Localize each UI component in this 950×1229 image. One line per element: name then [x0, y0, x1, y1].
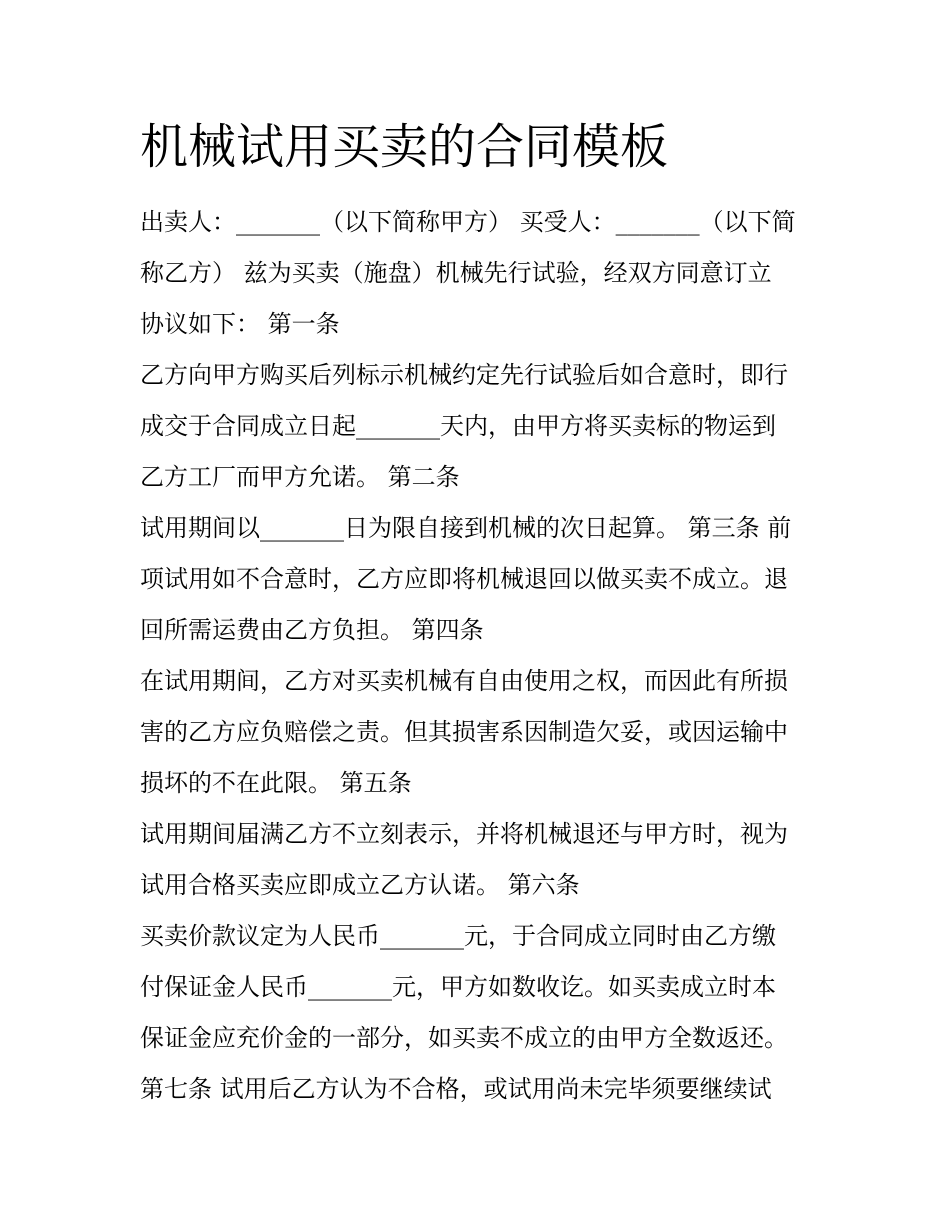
body-line: 试用期间以_______日为限自接到机械的次日起算。 第三条 前	[140, 514, 792, 542]
body-line: 协议如下： 第一条	[140, 310, 340, 338]
body-line: 回所需运费由乙方负担。 第四条	[140, 616, 484, 644]
body-line: 第七条 试用后乙方认为不合格，或试用尚未完毕须要继续试	[140, 1075, 772, 1103]
body-line: 项试用如不合意时，乙方应即将机械退回以做买卖不成立。退	[140, 565, 788, 593]
document-body	[140, 197, 820, 1115]
body-line: 买卖价款议定为人民币_______元，于合同成立同时由乙方缴	[140, 922, 776, 950]
body-line: 保证金应充价金的一部分，如买卖不成立的由甲方全数返还。	[140, 1024, 788, 1052]
body-line: 乙方向甲方购买后列标示机械约定先行试验后如合意时，即行	[140, 361, 788, 389]
body-line: 试用期间届满乙方不立刻表示，并将机械退还与甲方时，视为	[140, 820, 788, 848]
body-line: 成交于合同成立日起_______天内，由甲方将买卖标的物运到	[140, 412, 776, 440]
body-line: 在试用期间，乙方对买卖机械有自由使用之权，而因此有所损	[140, 667, 788, 695]
body-line: 称乙方） 兹为买卖（施盘）机械先行试验，经双方同意订立	[140, 259, 772, 287]
body-line: 付保证金人民币_______元，甲方如数收讫。如买卖成立时本	[140, 973, 776, 1001]
document-title: 机械试用买卖的合同模板	[140, 119, 669, 175]
body-line: 害的乙方应负赔偿之责。但其损害系因制造欠妥，或因运输中	[140, 718, 788, 746]
body-line: 试用合格买卖应即成立乙方认诺。 第六条	[140, 871, 580, 899]
body-line: 损坏的不在此限。 第五条	[140, 769, 412, 797]
body-line: 乙方工厂而甲方允诺。 第二条	[140, 463, 460, 491]
body-line: 出卖人：_______（以下简称甲方） 买受人：_______（以下简	[140, 208, 796, 236]
